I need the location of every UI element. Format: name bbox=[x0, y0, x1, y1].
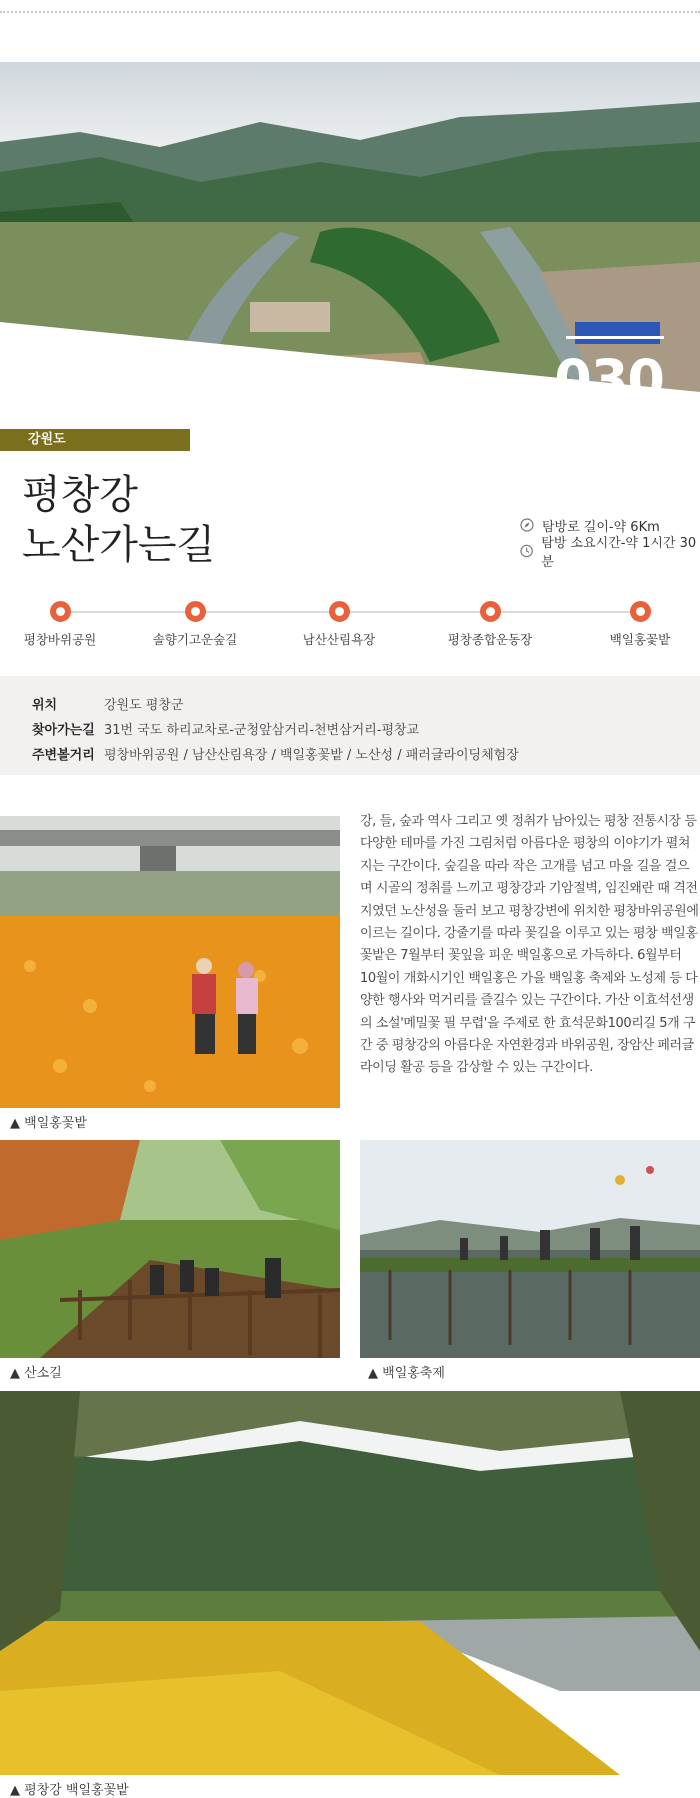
route-duration-text: 탐방 소요시간-약 1시간 30분 bbox=[541, 536, 697, 570]
caption-festival: ▲ 백일홍축제 bbox=[368, 1366, 445, 1381]
info-location-label: 위치 bbox=[32, 698, 58, 713]
info-nearby-label: 주변볼거리 bbox=[32, 748, 95, 763]
timeline-stop-label: 백일홍꽃밭 bbox=[609, 632, 671, 647]
info-box bbox=[0, 676, 700, 775]
flower-field-photo bbox=[0, 816, 340, 1108]
festival-photo bbox=[360, 1140, 700, 1358]
route-length-text: 탐방로 길이-약 6Km bbox=[542, 519, 660, 535]
info-location bbox=[32, 691, 700, 716]
info-directions-value: 31번 국도 하리교차로-군청앞삼거리-천변삼거리-평창교 bbox=[104, 723, 420, 738]
timeline-stop-marker bbox=[630, 601, 651, 622]
info-directions bbox=[32, 716, 700, 741]
forest-path-photo bbox=[0, 1140, 340, 1358]
region-badge: 강원도 bbox=[0, 429, 190, 451]
timeline-stop-marker bbox=[50, 601, 71, 622]
clock-icon bbox=[520, 544, 533, 558]
compass-icon bbox=[520, 518, 534, 532]
info-nearby-value: 평창바위공원 / 남산산림욕장 / 백일홍꽃밭 / 노산성 / 패러글라이딩체험장 bbox=[104, 748, 519, 763]
route-duration bbox=[520, 536, 700, 570]
timeline-stop-marker bbox=[480, 601, 501, 622]
top-dotted-divider bbox=[0, 11, 700, 13]
timeline-stop-label: 평창바위공원 bbox=[23, 632, 97, 647]
title-line-1: 평창강 bbox=[22, 472, 138, 518]
timeline-stop-marker bbox=[329, 601, 350, 622]
timeline-stop-label: 평창종합운동장 bbox=[447, 632, 533, 647]
info-location-value: 강원도 평창군 bbox=[104, 698, 184, 713]
river-flower-field-photo bbox=[0, 1391, 700, 1775]
caption-flower-field: ▲ 백일홍꽃밭 bbox=[10, 1116, 87, 1131]
page-title bbox=[22, 470, 215, 570]
route-number-rule bbox=[566, 336, 664, 339]
info-nearby bbox=[32, 741, 700, 766]
timeline-stop-label: 솔향기고운숲길 bbox=[152, 632, 238, 647]
route-description: 강, 들, 숲과 역사 그리고 옛 정취가 남아있는 평창 전통시장 등 다양한 테마를 가진 그림처럼 아름다운 평창의 이야기가 펼쳐지는 구간이다. 숲길을 따라 작은 고개를 넘고 마을 길을 걸으며 시골의 정취를 느끼고 평창강과 기암절벽, 임진왜란 때 격전지였던 노산성을 둘러 보고 평창강변에 위치한 평창바위공원에 이르는 길이다. 강줄기를 따라 꽃길을 이루고 있는 평창 백일홍 꽃밭은 7월부터 꽃잎을 피운 백일홍으로 가득하다. 6월부터 10월이 개화시기인 백일홍은 가을 백일홍 축제와 노성제 등 다양한 행사와 먹거리를 즐길수 있는 구간이다. 가산 이효석선생의 소설'메밀꽃 필 무렵'을 주제로 한 효석문화100리길 5개 구간 중 평창강의 아름다운 자연환경과 바위공원, 장암산 페러글라이딩 활공 등을 감상할 수 있는 구간이다. bbox=[360, 814, 699, 1076]
caption-river-flower-field: ▲ 평창강 백일홍꽃밭 bbox=[10, 1783, 129, 1798]
route-meta bbox=[520, 512, 700, 570]
timeline-stop-label: 남산산림욕장 bbox=[302, 632, 376, 647]
timeline-stop-marker bbox=[185, 601, 206, 622]
route-number: 030 bbox=[554, 348, 664, 411]
title-line-2: 노산가는길 bbox=[22, 522, 216, 568]
info-directions-label: 찾아가는길 bbox=[32, 723, 95, 738]
caption-forest-path: ▲ 산소길 bbox=[10, 1366, 62, 1381]
route-timeline-line bbox=[60, 611, 642, 613]
